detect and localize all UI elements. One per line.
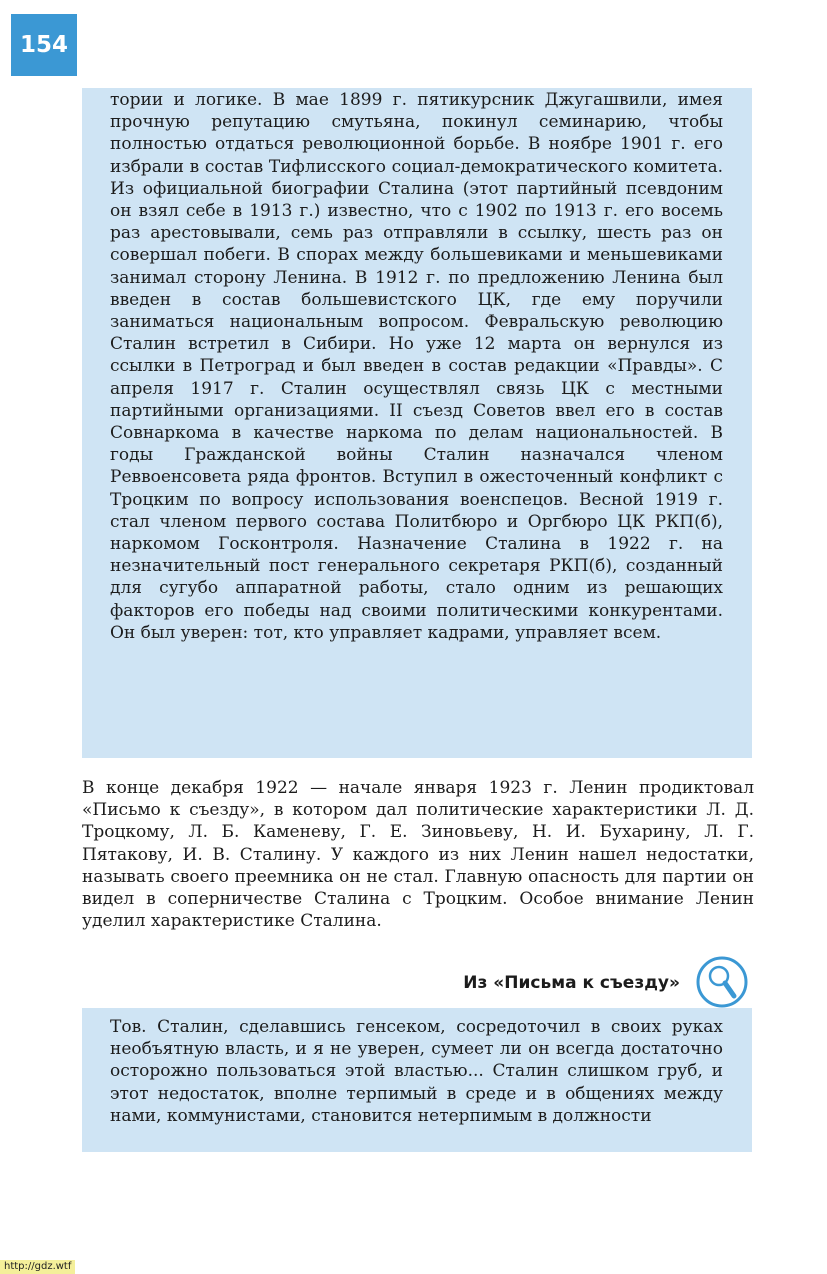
info-box-text: тории и логике. В мае 1899 г. пятикурсник Джугашвили, имея прочную репутацию смутьяна, покинул семинарию, чтобы полностью отдаться революционной борьбе. В ноябре 1901 г. его избрали в состав Тифлисского социал-демократического комитета. Из официальной биографии Сталина (этот партийный псевдоним он взял себе в 1913 г.) известно, что с 1902 по 1913 г. его восемь раз арестовывали, семь раз отправляли в ссылку, шесть раз он совершал побеги. В спорах между большевиками и меньшевиками занимал сторону Ленина. В 1912 г. по предложению Ленина был введен в состав большевистского ЦК, где ему поручили заниматься национальным вопросом. Февральскую революцию Сталин встретил в Сибири. Но уже 12 марта он вернулся из ссылки в Петроград и был введен в состав редакции «Правды». С апреля 1917 г. Сталин осуществлял связь ЦК с местными партийными организациями. II съезд Советов ввел его в состав Совнаркома в качестве наркома по делам национальностей. В годы Гражданской войны Сталин назначался членом Реввоенсовета ряда фронтов. Вступил в ожесточенный конфликт с Троцким по вопросу использования военспецов. Весной 1919 г. стал членом первого состава Политбюро и Оргбюро ЦК РКП(б), наркомом Госконтроля. Назначение Сталина в 1922 г. на незначительный пост генерального секретаря РКП(б), созданный для сугубо аппаратной работы, стало одним из решающих факторов его победы над своими политическими конкурентами. Он был уверен: тот, кто управляет кадрами, управляет всем. bbox=[110, 90, 723, 643]
magnifier-icon bbox=[692, 956, 758, 1014]
page-number: 154 bbox=[11, 14, 77, 76]
source-heading: Из «Письма к съезду» bbox=[463, 973, 680, 993]
watermark-link[interactable]: http://gdz.wtf bbox=[0, 1260, 75, 1274]
main-paragraph: В конце декабря 1922 — начале января 1923 г. Ленин продиктовал «Письмо к съезду», в котором дал политические характеристики Л. Д. Троцкому, Л. Б. Каменеву, Г. Е. Зиновьеву, Н. И. Бухарину, Л. Г. Пятакову, И. В. Сталину. У каждого из них Ленин нашел недостатки, называть своего преемника он не стал. Главную опасность для партии он видел в соперничестве Сталина с Троцким. Особое внимание Ленин уделил характеристике Сталина. bbox=[82, 778, 754, 932]
source-quote-text: Тов. Сталин, сделавшись генсеком, сосредоточил в своих руках необъятную власть, и я не уверен, сумеет ли он всегда достаточно осторожно пользоваться этой властью... Сталин слишком груб, и этот недостаток, вполне терпимый в среде и в общениях между нами, коммунистами, становится нетерпимым в должности bbox=[110, 1017, 723, 1126]
